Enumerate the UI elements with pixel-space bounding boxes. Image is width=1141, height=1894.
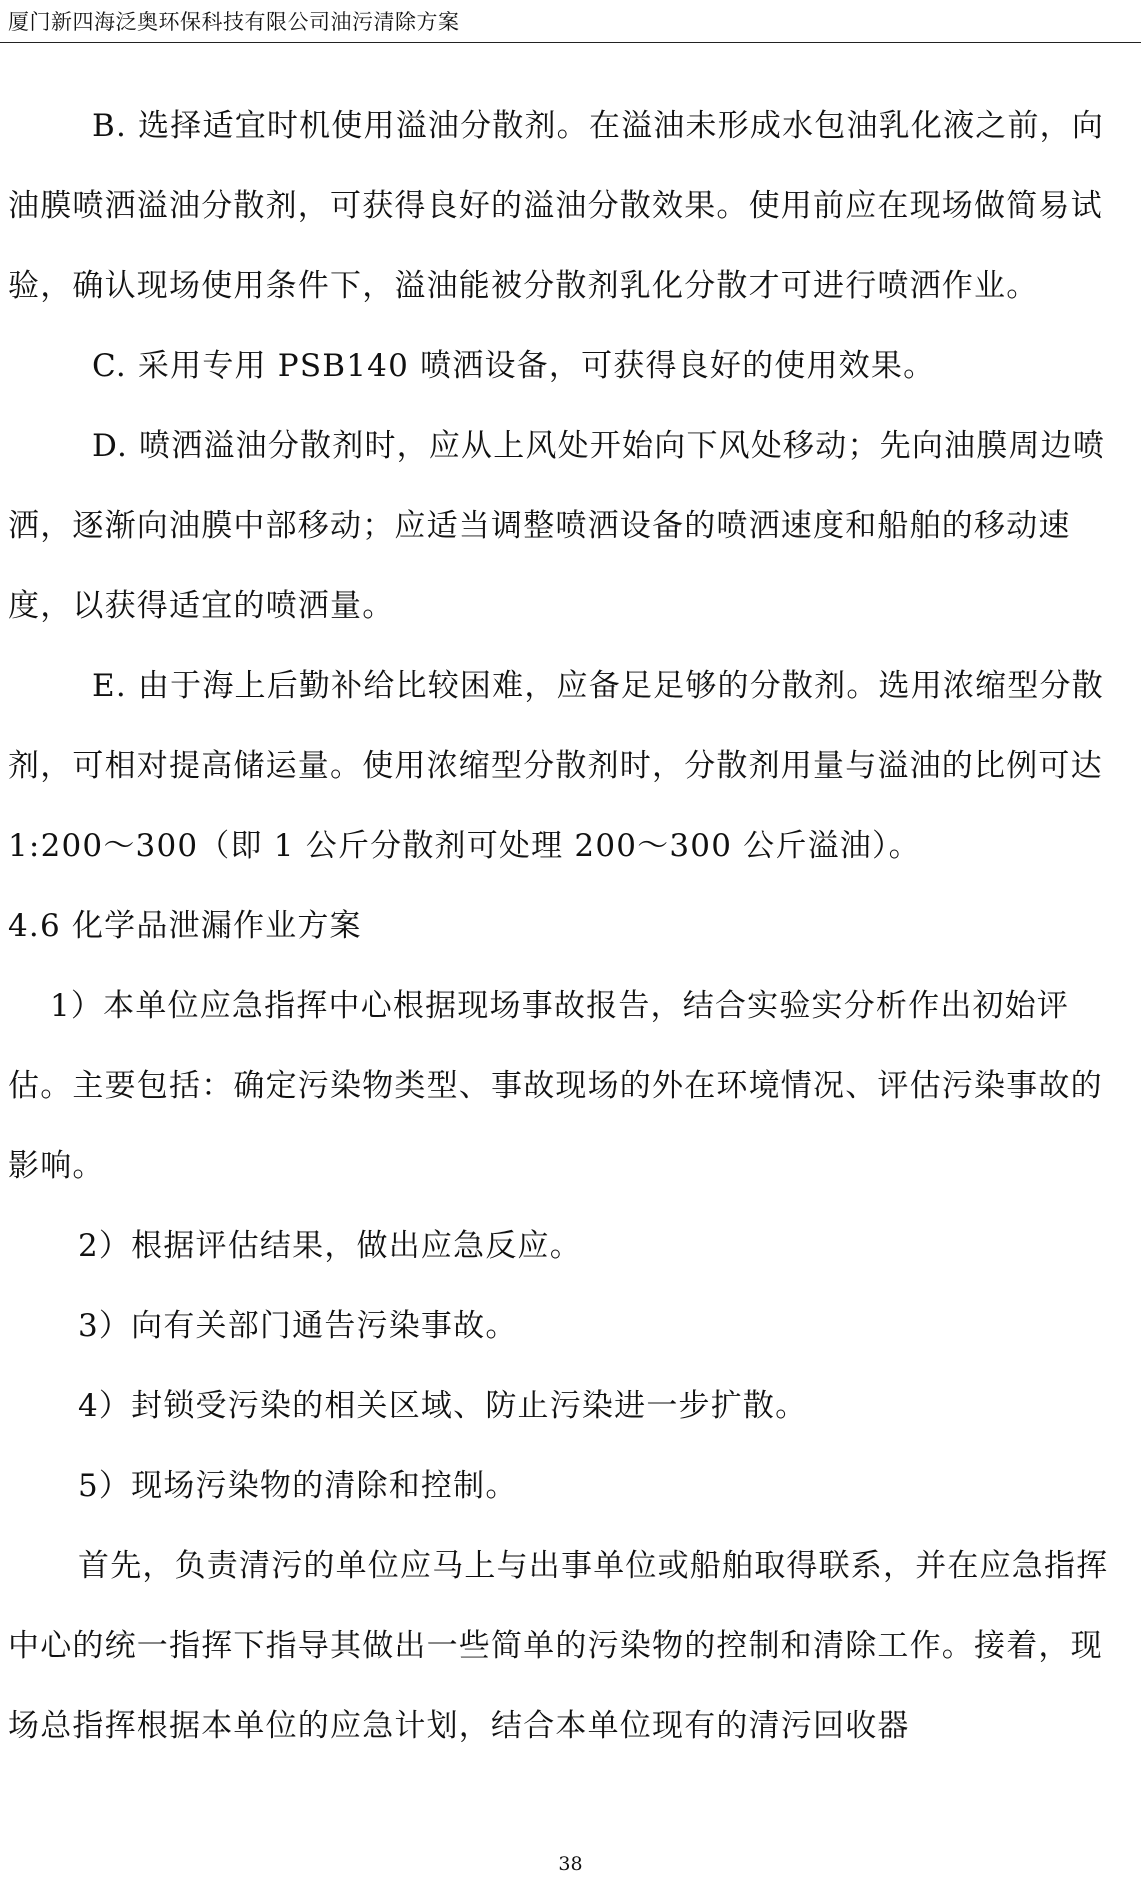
paragraph-b-dispersant-timing: B. 选择适宜时机使用溢油分散剂。在溢油未形成水包油乳化液之前，向油膜喷洒溢油分散剂，可获得良好的溢油分散效果。使用前应在现场做简易试验，确认现场使用条件下，溢油能被分散剂乳化分散才可进行喷洒作业。 (8, 108, 1105, 304)
list-item-1: 1）本单位应急指挥中心根据现场事故报告，结合实验实分析作出初始评估。主要包括：确定污染物类型、事故现场的外在环境情况、评估污染事故的影响。 (8, 988, 1103, 1184)
list-item-4: 4）封锁受污染的相关区域、防止污染进一步扩散。 (78, 1388, 808, 1424)
paragraph-d-spray-direction: D. 喷洒溢油分散剂时，应从上风处开始向下风处移动；先向油膜周边喷洒，逐渐向油膜中部移动；应适当调整喷洒设备的喷洒速度和船舶的移动速度，以获得适宜的喷洒量。 (8, 428, 1106, 624)
paragraph-cleanup-procedure: 首先，负责清污的单位应马上与出事单位或船舶取得联系，并在应急指挥中心的统一指挥下指导其做出一些简单的污染物的控制和清除工作。接着，现场总指挥根据本单位的应急计划，结合本单位现有的清污回收器 (8, 1548, 1109, 1744)
list-item-5: 5）现场污染物的清除和控制。 (78, 1468, 518, 1504)
page-header-title: 厦门新四海泛奥环保科技有限公司油污清除方案 (8, 10, 460, 34)
paragraph-e-supply: E. 由于海上后勤补给比较困难，应备足足够的分散剂。选用浓缩型分散剂，可相对提高储运量。使用浓缩型分散剂时，分散剂用量与溢油的比例可达 1:200～300（即 1 公斤分散剂可处理 200～300 公斤溢油）。 (8, 668, 1104, 864)
paragraph-c-spray-equipment: C. 采用专用 PSB140 喷洒设备，可获得良好的使用效果。 (92, 348, 936, 384)
section-heading-4-6: 4.6 化学品泄漏作业方案 (8, 908, 362, 944)
document-body (8, 86, 1132, 1766)
list-item-3: 3）向有关部门通告污染事故。 (78, 1308, 518, 1344)
list-item-2: 2）根据评估结果，做出应急反应。 (78, 1228, 582, 1264)
header-divider (0, 42, 1141, 43)
page-number: 38 (558, 1853, 583, 1875)
